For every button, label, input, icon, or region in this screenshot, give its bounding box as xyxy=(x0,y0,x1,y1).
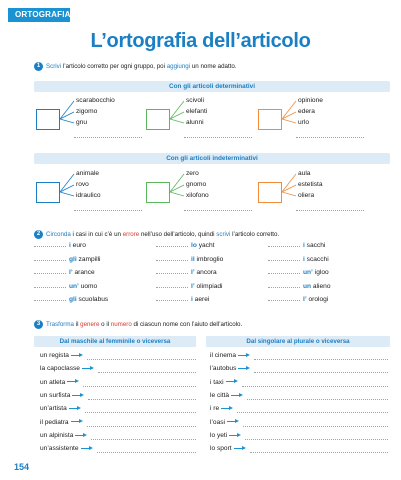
band-determinativi: Con gli articoli determinativi xyxy=(34,81,390,92)
source-noun: un regista xyxy=(40,352,69,359)
article: lo xyxy=(191,242,197,249)
transform-row xyxy=(40,352,83,360)
group-word: alunni xyxy=(186,119,204,126)
connector-line xyxy=(282,185,296,192)
source-noun: un alpinista xyxy=(40,431,74,439)
band-indeterminativi: Con gli articoli indeterminativi xyxy=(34,153,390,164)
transform-row xyxy=(210,405,233,413)
group-word: xilofono xyxy=(186,192,209,199)
arrow-icon xyxy=(67,379,79,385)
article: i xyxy=(191,296,193,303)
answer-blank xyxy=(156,273,188,274)
group-word: urlo xyxy=(298,119,309,126)
ex2-instruction xyxy=(34,230,279,239)
transform-row xyxy=(210,379,238,387)
ex3-instruction-text xyxy=(46,321,242,328)
arrow-icon xyxy=(71,352,83,358)
answer-blank xyxy=(34,273,66,274)
answer-line xyxy=(97,452,196,453)
ex3-left-header: Dal maschile al femminile o viceversa xyxy=(34,336,196,347)
group-word: scarabocchio xyxy=(76,97,115,104)
instruction-segment: Trasforma xyxy=(46,321,74,328)
article: l’ xyxy=(303,296,307,303)
instruction-segment: scrivi xyxy=(216,231,231,238)
answer-line xyxy=(250,452,388,453)
noun: arance xyxy=(72,269,95,276)
transform-row xyxy=(210,392,243,400)
article-row xyxy=(156,256,223,264)
page-title: L’ortografia dell’articolo xyxy=(90,30,311,52)
page-number: 154 xyxy=(14,462,30,472)
arrow-icon xyxy=(221,405,233,411)
arrow-icon xyxy=(81,445,93,451)
article-row xyxy=(268,296,328,304)
answer-blank xyxy=(156,246,188,247)
answer-line xyxy=(242,386,388,387)
article: gli xyxy=(69,296,77,303)
noun: orologi xyxy=(306,296,329,303)
arrow-icon xyxy=(231,392,243,398)
noun: olimpiadi xyxy=(194,282,223,290)
transform-row xyxy=(40,405,81,413)
answer-blank xyxy=(156,260,188,261)
connector-line xyxy=(170,101,184,119)
group-word: animale xyxy=(76,170,100,177)
arrow-icon xyxy=(75,432,87,438)
source-noun: il pediatra xyxy=(40,418,69,426)
source-noun: le città xyxy=(210,391,230,399)
source-noun: l’autobus xyxy=(210,365,237,373)
connector-line xyxy=(60,119,74,123)
connector-line xyxy=(282,112,296,119)
connector-line xyxy=(60,112,74,119)
noun: euro xyxy=(70,242,86,249)
article: un xyxy=(303,282,312,290)
group-word: edera xyxy=(298,108,315,115)
article: gli xyxy=(69,255,77,263)
connector-line xyxy=(170,174,184,192)
instruction-segment: l’articolo corretto. xyxy=(230,231,280,238)
answer-blank xyxy=(34,287,66,288)
noun: igloo xyxy=(312,269,329,276)
answer-line xyxy=(254,372,388,373)
arrow-icon xyxy=(82,366,94,372)
transform-row xyxy=(40,445,93,453)
answer-line xyxy=(87,426,196,427)
article: i xyxy=(303,242,305,249)
article-row xyxy=(34,242,86,250)
source-noun: un’artista xyxy=(40,405,67,413)
answer-blank xyxy=(156,300,188,301)
transform-row xyxy=(210,432,241,440)
group-word: rovo xyxy=(76,181,89,188)
article-row xyxy=(156,296,209,304)
noun: ancora xyxy=(194,269,217,276)
article: un’ xyxy=(69,282,79,290)
instruction-segment: un nome adatto. xyxy=(190,63,237,70)
connector-line xyxy=(60,192,74,196)
answer-line xyxy=(245,439,388,440)
answer-blank xyxy=(34,260,66,261)
noun: sacchi xyxy=(304,242,326,249)
instruction-segment: numero xyxy=(110,321,132,328)
connector-line xyxy=(282,101,296,119)
instruction-segment: Circonda xyxy=(46,231,71,238)
noun: uomo xyxy=(78,282,98,290)
ex1-number: 1 xyxy=(34,62,43,71)
connector-line xyxy=(170,112,184,119)
connector-line xyxy=(282,119,296,123)
answer-blank xyxy=(268,260,300,261)
source-noun: un’assistente xyxy=(40,445,79,453)
noun: scuolabus xyxy=(76,296,109,303)
article-row xyxy=(34,296,108,304)
answer-blank xyxy=(268,273,300,274)
article: l’ xyxy=(191,269,195,276)
ex2-instruction-text xyxy=(46,231,279,238)
answer-line xyxy=(87,359,196,360)
arrow-icon xyxy=(229,432,241,438)
article-row xyxy=(156,242,214,250)
transform-row xyxy=(40,392,84,400)
arrow-icon xyxy=(69,405,81,411)
group-word: idraulico xyxy=(76,192,101,199)
ex3-instruction xyxy=(34,320,242,329)
arrow-icon xyxy=(226,379,238,385)
answer-line xyxy=(254,359,388,360)
answer-line xyxy=(83,386,196,387)
transform-row xyxy=(40,379,79,387)
connector-line xyxy=(282,174,296,192)
group-word: gnu xyxy=(76,119,88,126)
article-row xyxy=(156,283,223,291)
instruction-segment: aggiungi xyxy=(166,63,191,70)
article-row xyxy=(268,269,329,277)
group-word: scivoli xyxy=(186,97,204,104)
connector-line xyxy=(60,185,74,192)
group-word: oliera xyxy=(298,192,315,199)
article: l’ xyxy=(191,282,195,290)
article-row xyxy=(156,269,217,277)
article-row xyxy=(34,256,101,264)
answer-blank xyxy=(156,287,188,288)
answer-line xyxy=(85,412,196,413)
arrow-icon xyxy=(234,445,246,451)
article: i xyxy=(69,242,71,249)
answer-blank xyxy=(268,246,300,247)
noun: aerei xyxy=(192,296,210,303)
instruction-segment: nell’uso dell’articolo, quindi xyxy=(139,231,217,238)
transform-row xyxy=(210,419,239,427)
connector-line xyxy=(170,119,184,123)
answer-line xyxy=(91,439,196,440)
answer-blank xyxy=(268,300,300,301)
arrow-icon xyxy=(238,366,250,372)
noun: yacht xyxy=(196,242,215,249)
arrow-icon xyxy=(227,419,239,425)
group-word: zero xyxy=(186,170,199,177)
source-noun: i re xyxy=(210,405,220,413)
instruction-segment: il xyxy=(73,321,81,328)
article: il xyxy=(191,255,195,263)
instruction-segment: i casi in cui c’è un xyxy=(70,231,123,238)
transform-row xyxy=(40,432,87,440)
source-noun: l’oasi xyxy=(210,418,226,426)
source-noun: un atleta xyxy=(40,378,66,386)
transform-row xyxy=(40,419,83,427)
ex3-right-header: Dal singolare al plurale o viceversa xyxy=(206,336,390,347)
arrow-icon xyxy=(238,352,250,358)
source-noun: i taxi xyxy=(210,378,224,386)
source-noun: un surfista xyxy=(40,391,71,399)
connector-line xyxy=(60,101,74,119)
group-word: elefanti xyxy=(186,108,208,115)
article: l’ xyxy=(69,269,73,276)
instruction-segment: Scrivi xyxy=(46,63,62,70)
group-word: zigomo xyxy=(76,108,98,115)
instruction-segment: o il xyxy=(99,321,111,328)
connector-line xyxy=(282,192,296,196)
source-noun: lo yeti xyxy=(210,431,228,439)
answer-line xyxy=(88,399,196,400)
article-row xyxy=(268,283,331,291)
section-tag: ORTOGRAFIA xyxy=(8,8,70,22)
group-word: aula xyxy=(298,170,311,177)
arrow-icon xyxy=(72,392,84,398)
instruction-segment: errore xyxy=(122,231,140,238)
transform-row xyxy=(210,445,246,453)
connector-line xyxy=(60,174,74,192)
source-noun: la capoclasse xyxy=(40,365,80,373)
transform-row xyxy=(40,365,94,373)
noun: zampilli xyxy=(76,255,101,263)
noun: alieno xyxy=(311,282,331,290)
answer-blank xyxy=(268,287,300,288)
source-noun: il cinema xyxy=(210,352,237,359)
transform-row xyxy=(210,365,250,373)
arrow-icon xyxy=(71,419,83,425)
article-row xyxy=(268,256,329,264)
connector-line xyxy=(170,185,184,192)
answer-line xyxy=(98,372,196,373)
article: un’ xyxy=(303,269,313,276)
connector-line xyxy=(170,192,184,196)
answer-line xyxy=(237,412,388,413)
transform-row xyxy=(210,352,250,360)
article: i xyxy=(303,255,305,263)
instruction-segment: genere xyxy=(80,321,100,328)
ex2-number: 2 xyxy=(34,230,43,239)
group-word: opinione xyxy=(298,97,323,104)
noun: imbroglio xyxy=(194,255,224,263)
answer-line xyxy=(247,399,388,400)
noun: scacchi xyxy=(304,255,329,263)
answer-blank xyxy=(34,300,66,301)
article-row xyxy=(34,269,95,277)
instruction-segment: di ciascun nome con l’aiuto dell’articolo. xyxy=(131,321,243,328)
group-word: gnomo xyxy=(186,181,207,188)
answer-blank xyxy=(34,246,66,247)
answer-line xyxy=(243,426,388,427)
source-noun: lo sport xyxy=(210,445,232,453)
instruction-segment: l’articolo corretto per ogni gruppo, poi xyxy=(61,63,167,70)
article-row xyxy=(268,242,325,250)
group-word: estetista xyxy=(298,181,323,188)
article-row xyxy=(34,283,97,291)
ex3-number: 3 xyxy=(34,320,43,329)
